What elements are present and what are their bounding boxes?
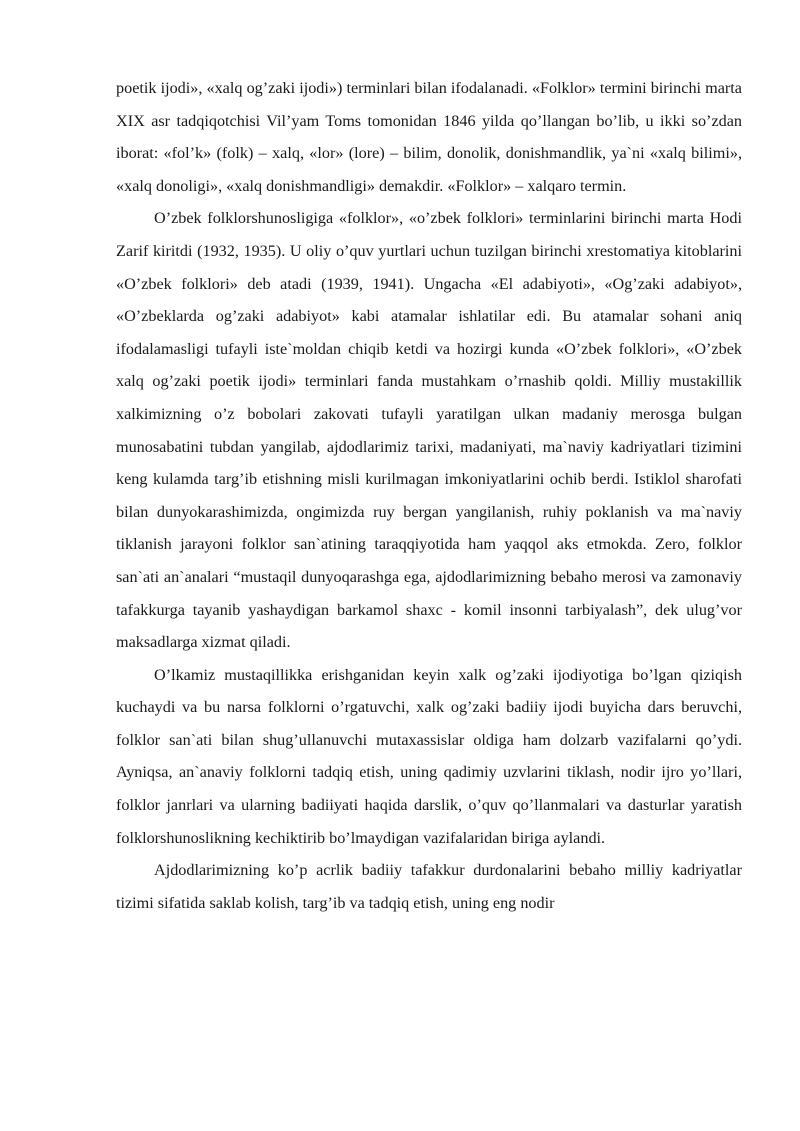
paragraph-continuation: poetik ijodi», «xalq og’zaki ijodi») terminlari bilan ifodalanadi. «Folklor» termini birinchi marta XIX asr tadqiqotchisi Vil’yam Toms tomonidan 1846 yilda qo’llangan bo’lib, u ikki so’zdan iborat: «fol’k» (folk) – xalq, «lor» (lore) – bilim, donolik, donishmandlik, ya`ni «xalq bilimi», «xalq donoligi», «xalq donishmandligi» demakdir. «Folklor» – xalqaro termin.	[116, 79, 742, 195]
paragraph: O’lkamiz mustaqillikka erishganidan keyin xalk og’zaki ijodiyotiga bo’lgan qiziqish kuchaydi va bu narsa folklorni o’rgatuvchi, xalk og’zaki badiiy ijodi buyicha dars beruvchi, folklor san`ati bilan shug’ullanuvchi mutaxassislar oldiga ham dolzarb vazifalarni qo’ydi. Ayniqsa, an`anaviy folklorni tadqiq etish, uning qadimiy uzvlarini tiklash, nodir ijro yo’llari, folklor janrlari va ularning badiiyati haqida darslik, o’quv qo’llanmalari va dasturlar yaratish folklorshunoslikning kechiktirib bo’lmaydigan vazifalaridan biriga aylandi.	[116, 665, 742, 847]
paragraph: Ajdodlarimizning ko’p acrlik badiiy tafakkur durdonalarini bebaho milliy kadriyatlar tizimi sifatida saklab kolish, targ’ib va tadqiq etish, uning eng nodir	[116, 861, 742, 912]
paragraph: O’zbek folklorshunosligiga «folklor», «o’zbek folklori» terminlarini birinchi marta Hodi Zarif kiritdi (1932, 1935). U oliy o’quv yurtlari uchun tuzilgan birinchi xrestomatiya kitoblarini «O’zbek folklori» deb atadi (1939, 1941). Ungacha «El adabiyoti», «Og’zaki adabiyot», «O’zbeklarda og’zaki adabiyot» kabi atamalar ishlatilar edi. Bu atamalar sohani aniq ifodalamasligi tufayli iste`moldan chiqib ketdi va hozirgi kunda «O’zbek folklori», «O’zbek xalq og’zaki poetik ijodi» terminlari fanda mustahkam o’rnashib qoldi. Milliy mustakillik xalkimizning o’z bobolari zakovati tufayli yaratilgan ulkan madaniy merosga bulgan munosabatini tubdan yangilab, ajdodlarimiz tarixi, madaniyati, ma`naviy kadriyatlari tizimini keng kulamda targ’ib etishning misli kurilmagan imkoniyatlarini ochib berdi. Istiklol sharofati bilan dunyokarashimizda, ongimizda ruy bergan yangilanish, ruhiy poklanish va ma`naviy tiklanish jarayoni folklor san`atining taraqqiyotida ham yaqqol aks etmokda. Zero, folklor san`ati an`analari “mustaqil dunyoqarashga ega, ajdodlarimizning bebaho merosi va zamonaviy tafakkurga tayanib yashaydigan barkamol shaxc - komil insonni tarbiyalash”, dek ulug’vor maksadlarga xizmat qiladi.	[116, 209, 742, 652]
body-text	[116, 72, 742, 919]
